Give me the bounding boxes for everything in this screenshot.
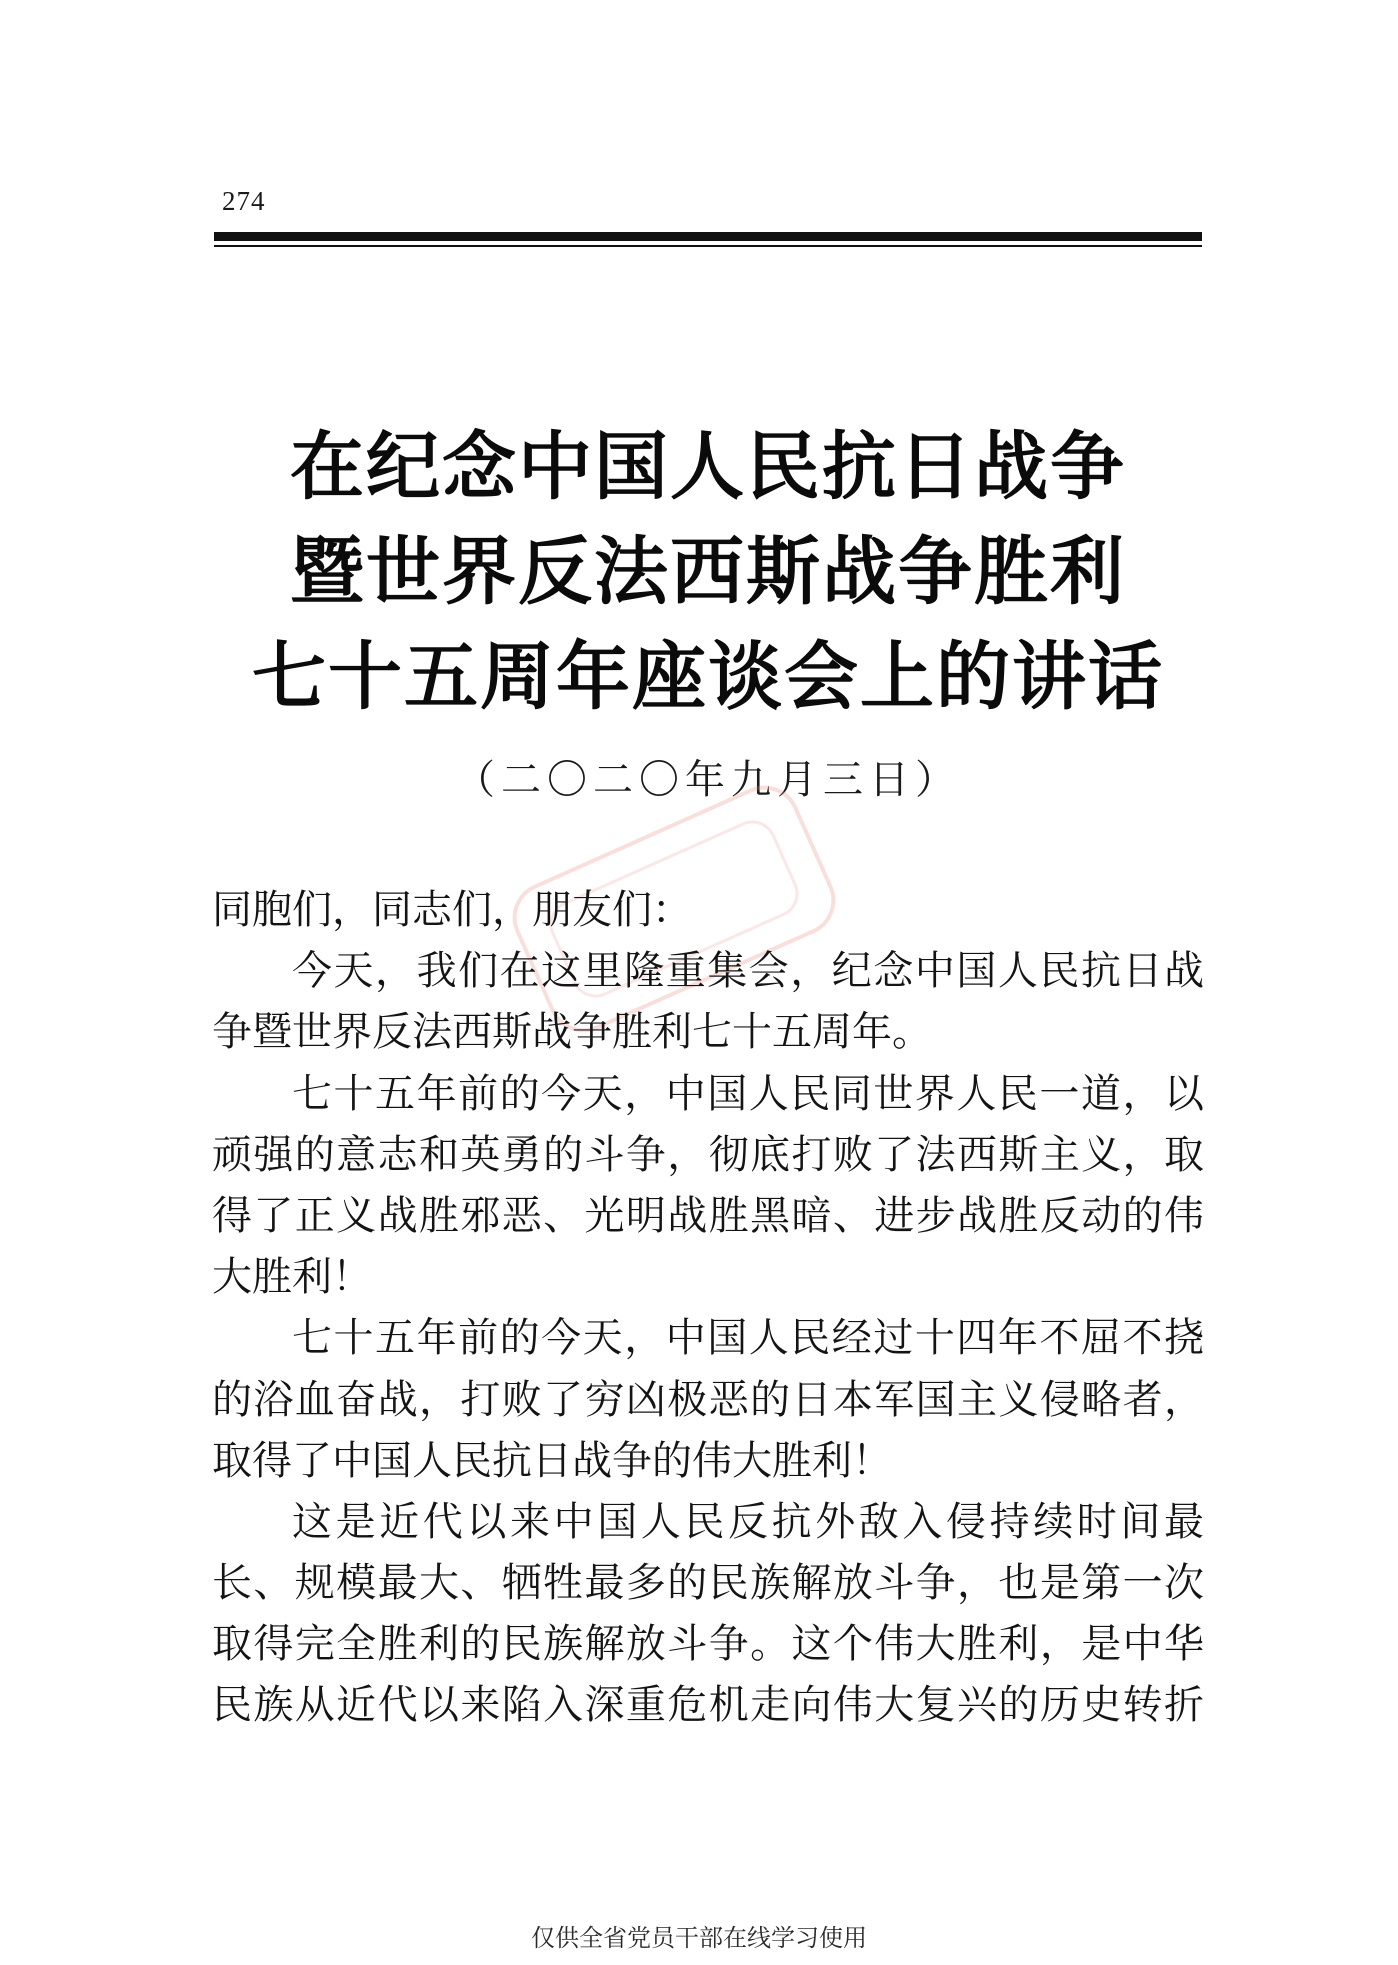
- speech-date: （二〇二〇年九月三日）: [455, 757, 961, 803]
- paragraph-2-line-3: 得了正义战胜邪恶、光明战胜黑暗、进步战胜反动的伟: [212, 1192, 1204, 1239]
- salutation: 同胞们，同志们，朋友们：: [212, 887, 692, 933]
- header-rule-thin: [214, 245, 1202, 247]
- paragraph-3-line-2: 的浴血奋战，打败了穷凶极恶的日本军国主义侵略者，: [212, 1376, 1204, 1423]
- page-number: 274: [222, 186, 266, 216]
- paragraph-2-line-4: 大胜利！: [212, 1254, 372, 1301]
- paragraph-3-line-3: 取得了中国人民抗日战争的伟大胜利！: [212, 1437, 892, 1484]
- paragraph-4-line-2: 长、规模最大、牺牲最多的民族解放斗争，也是第一次: [212, 1560, 1204, 1607]
- speech-body: [212, 880, 1204, 1737]
- title-line-1: 在纪念中国人民抗日战争: [290, 424, 1126, 510]
- paragraph-2-line-1: 七十五年前的今天，中国人民同世界人民一道，以: [292, 1070, 1204, 1117]
- paragraph-4-line-4: 民族从近代以来陷入深重危机走向伟大复兴的历史转折: [212, 1682, 1204, 1729]
- paragraph-4-line-3: 取得完全胜利的民族解放斗争。这个伟大胜利，是中华: [212, 1621, 1204, 1668]
- paragraph-2-line-2: 顽强的意志和英勇的斗争，彻底打败了法西斯主义，取: [212, 1131, 1204, 1178]
- footer-notice: 仅供全省党员干部在线学习使用: [531, 1924, 867, 1952]
- paragraph-3-line-1: 七十五年前的今天，中国人民经过十四年不屈不挠: [292, 1315, 1204, 1362]
- header-rule-thick: [214, 232, 1202, 241]
- speech-title: [214, 415, 1202, 730]
- paragraph-1-line-2: 争暨世界反法西斯战争胜利七十五周年。: [212, 1009, 932, 1056]
- paragraph-4-line-1: 这是近代以来中国人民反抗外敌入侵持续时间最: [292, 1498, 1204, 1545]
- title-line-2: 暨世界反法西斯战争胜利: [290, 529, 1126, 615]
- paragraph-1-line-1: 今天，我们在这里隆重集会，纪念中国人民抗日战: [292, 948, 1204, 995]
- title-line-3: 七十五周年座谈会上的讲话: [252, 634, 1164, 720]
